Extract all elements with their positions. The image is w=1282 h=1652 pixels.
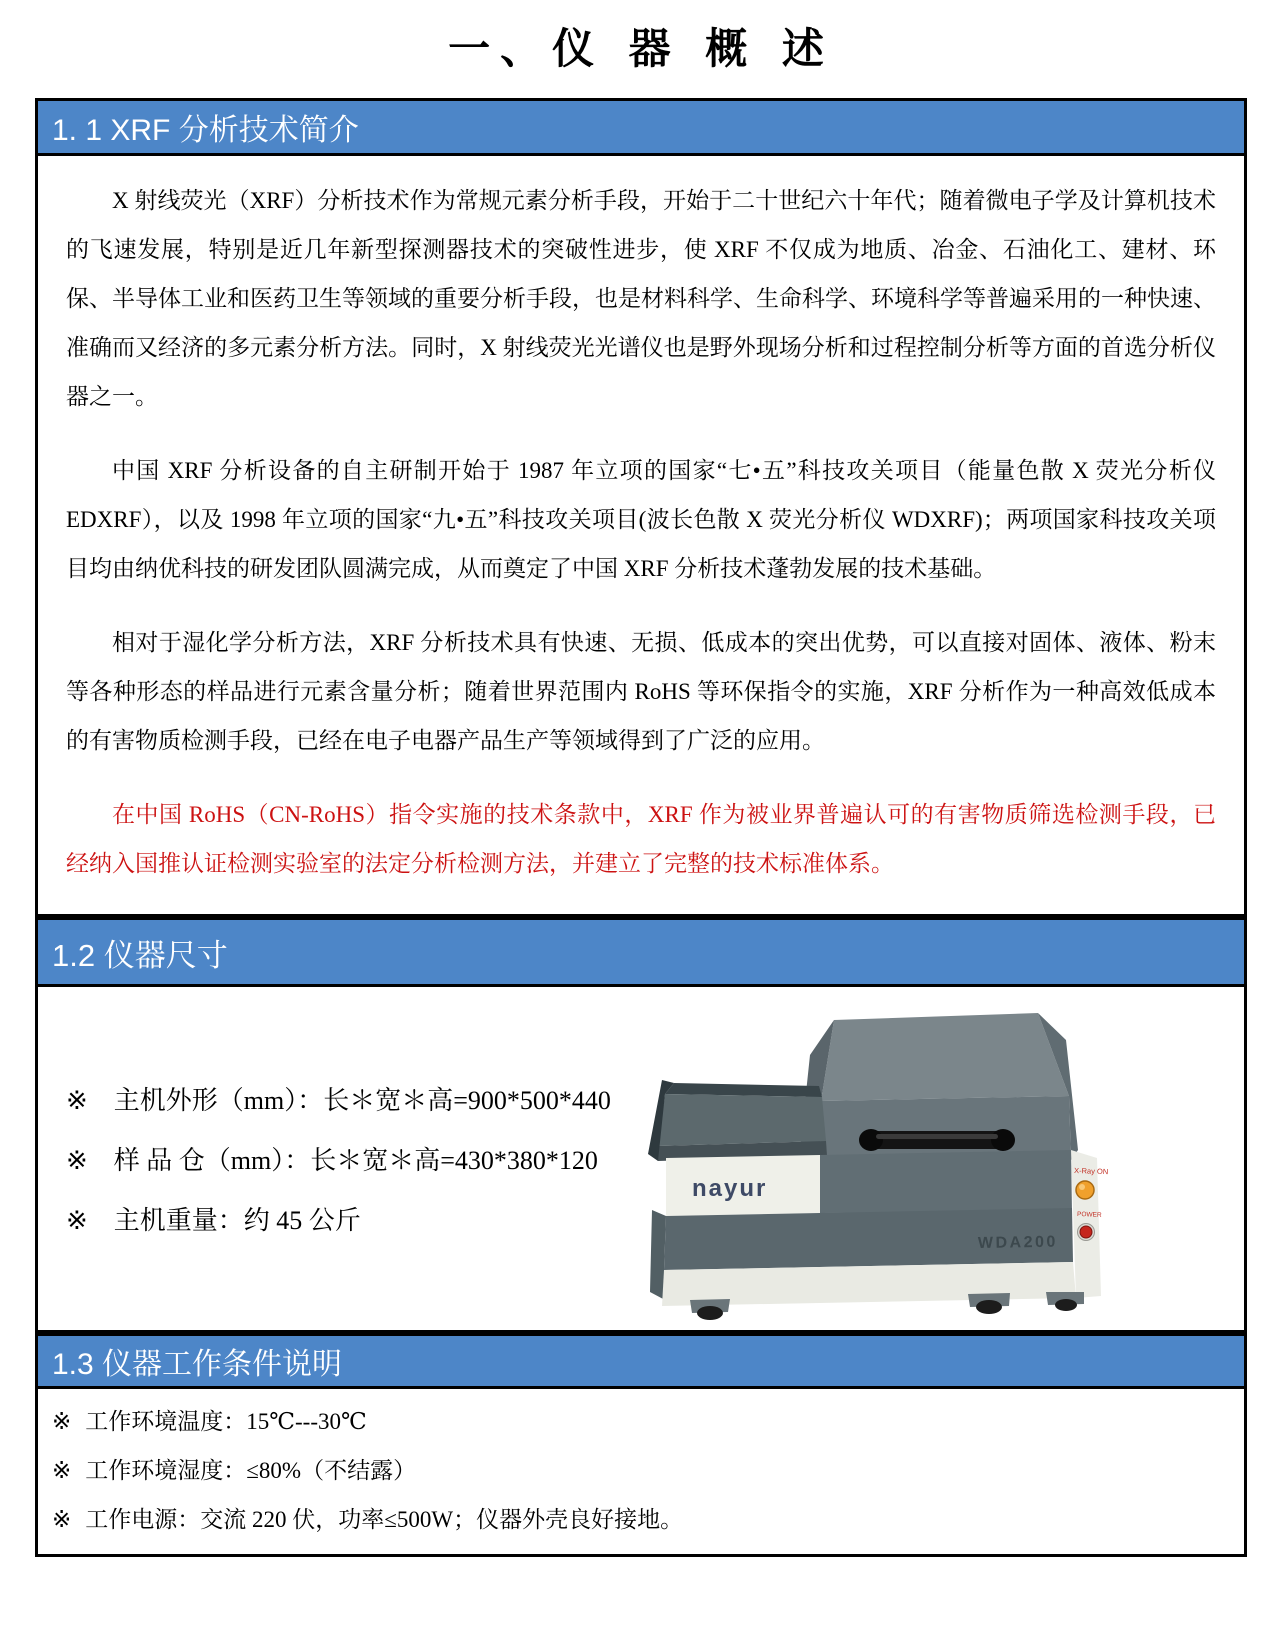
section-1-3-header <box>35 1333 1247 1389</box>
spec-text: 主机重量：约 45 公斤 <box>113 1206 361 1235</box>
spec-text: 样 品 仓（mm）：长＊宽＊高=430*380*120 <box>113 1146 598 1175</box>
intro-paragraph-3: 相对于湿化学分析方法，XRF 分析技术具有快速、无损、低成本的突出优势，可以直接对固体、液体、粉末等各种形态的样品进行元素含量分析；随着世界范围内 RoHS 等环保指令的实施，XRF 分析作为一种高效低成本的有害物质检测手段，已经在电子电器产品生产等领域得到了广泛的应用。 <box>66 630 1216 753</box>
instrument-handle <box>859 1129 1015 1151</box>
intro-paragraph-highlight: 在中国 RoHS（CN-RoHS）指令实施的技术条款中，XRF 作为被业界普遍认可的有害物质筛选检测手段，已经纳入国推认证检测实验室的法定分析检测方法，并建立了完整的技术标准体系。 <box>66 802 1216 876</box>
bullet-marker: ※ <box>66 1146 88 1175</box>
spec-item-weight <box>66 1200 638 1237</box>
power-label: POWER <box>1076 1210 1102 1219</box>
section-1-1-heading: 1. 1 XRF 分析技术简介 <box>52 114 359 147</box>
section-1-2-body <box>35 987 1247 1333</box>
spec-item-outline <box>66 1080 638 1117</box>
page-title: 一、仪 器 概 述 <box>448 24 834 73</box>
xray-lamp-highlight <box>1079 1184 1085 1190</box>
dimension-list <box>38 1057 638 1260</box>
spec-item-chamber <box>66 1140 638 1177</box>
bullet-marker: ※ <box>66 1206 88 1235</box>
condition-text: 工作环境湿度：≤80%（不结露） <box>85 1458 417 1483</box>
section-dimensions <box>35 917 1247 1333</box>
model-label: WDA200 <box>977 1233 1058 1252</box>
xray-on-label: X-Ray ON <box>1073 1165 1109 1176</box>
condition-item-temperature <box>52 1397 1230 1446</box>
bullet-marker: ※ <box>66 1086 88 1115</box>
brand-logo: nayur <box>692 1174 768 1202</box>
front-brand-panel <box>666 1155 820 1216</box>
section-1-2-heading: 1.2 仪器尺寸 <box>52 937 228 973</box>
bullet-marker: ※ <box>52 1507 72 1532</box>
xray-on-lamp <box>1076 1181 1094 1199</box>
power-button <box>1080 1226 1092 1238</box>
spec-text: 主机外形（mm）：长＊宽＊高=900*500*440 <box>113 1086 611 1115</box>
bullet-marker: ※ <box>52 1409 72 1434</box>
section-xrf-intro <box>35 98 1247 917</box>
intro-paragraph-2: 中国 XRF 分析设备的自主研制开始于 1987 年立项的国家“七•五”科技攻关项目（能量色散 X 荧光分析仪 EDXRF），以及 1998 年立项的国家“九•五”科技攻关项目(波长色散 X 荧光分析仪 WDXRF)；两项国家科技攻关项目均由纳优科技的研发团队圆满完成，从而奠定了中国 XRF 分析技术蓬勃发展的技术基础。 <box>66 458 1216 581</box>
sample-tray <box>648 1080 827 1161</box>
section-1-3-body <box>35 1389 1247 1557</box>
section-1-1-body <box>35 156 1247 917</box>
section-1-3-heading: 1.3 仪器工作条件说明 <box>52 1348 343 1381</box>
condition-text: 工作电源：交流 220 伏，功率≤500W；仪器外壳良好接地。 <box>85 1507 684 1532</box>
condition-item-humidity <box>52 1446 1230 1495</box>
intro-paragraph-1: X 射线荧光（XRF）分析技术作为常规元素分析手段，开始于二十世纪六十年代；随着微电子学及计算机技术的飞速发展，特别是近几年新型探测器技术的突破性进步，使 XRF 不仅成为地质、冶金、石油化工、建材、环保、半导体工业和医药卫生等领域的重要分析手段，也是材料科学、生命科学、环境科学等普遍采用的一种快速、准确而又经济的多元素分析方法。同时，X 射线荧光光谱仪也是野外现场分析和过程控制分析等方面的首选分析仪器之一。 <box>66 188 1216 409</box>
condition-item-power <box>52 1495 1230 1544</box>
control-strip <box>1071 1150 1108 1298</box>
bullet-marker: ※ <box>52 1458 72 1483</box>
section-1-1-header <box>35 98 1247 156</box>
instrument-photo <box>638 998 1244 1320</box>
section-working-conditions <box>35 1333 1247 1557</box>
instrument-illustration <box>638 1000 1130 1320</box>
condition-text: 工作环境温度：15℃---30℃ <box>85 1409 367 1434</box>
section-1-2-header <box>35 917 1247 987</box>
